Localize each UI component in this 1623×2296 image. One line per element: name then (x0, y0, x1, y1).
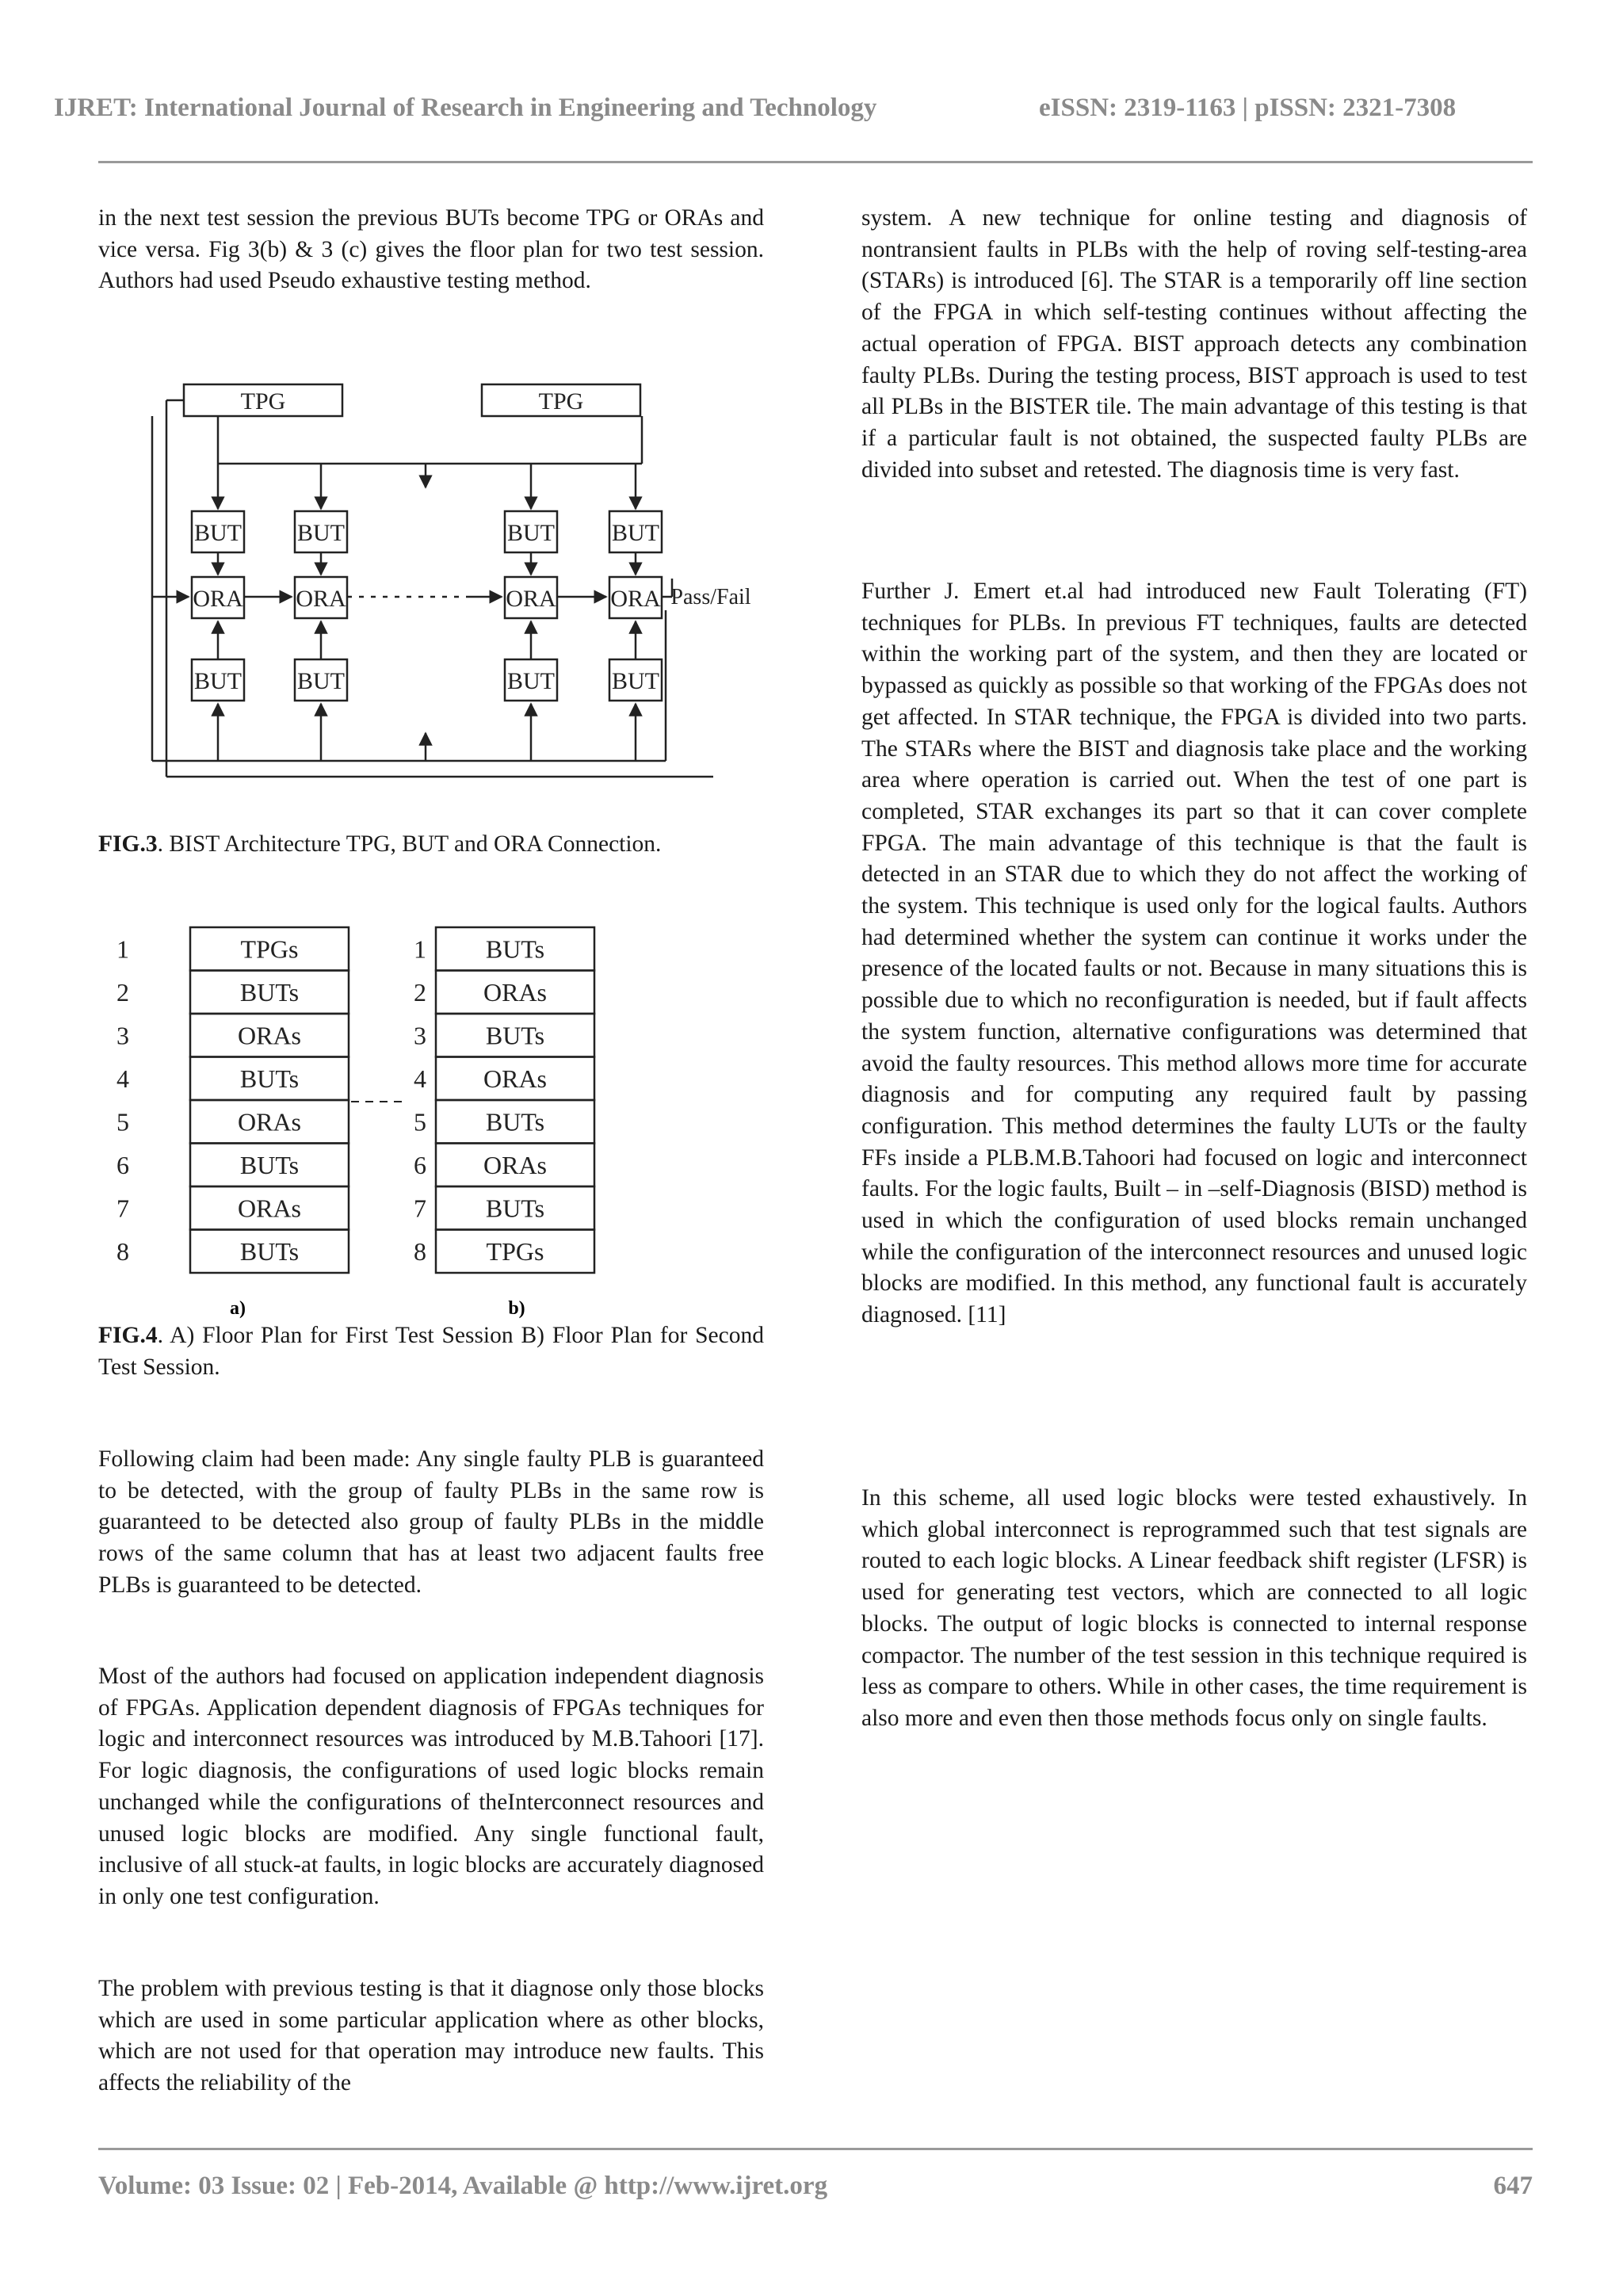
table-b-row-number: 3 (414, 1021, 426, 1050)
left-column-paragraph-3 (98, 1661, 764, 1913)
pass-fail-label: Pass/Fail (670, 585, 751, 609)
table-a-cell-label: BUTs (239, 1236, 300, 1266)
but-label: BUT (297, 668, 345, 694)
but-label: BUT (507, 520, 555, 546)
table-b-cell-label: BUTs (485, 1107, 545, 1137)
table-a-cell-label: ORAs (237, 1107, 302, 1137)
fig3-caption-text: . BIST Architecture TPG, BUT and ORA Connection. (157, 831, 662, 857)
but-label: BUT (507, 668, 555, 694)
table-a-cell-label: BUTs (239, 977, 300, 1007)
paragraph: Most of the authors had focused on application independent diagnosis of FPGAs. Application dependent diagnosis of FPGAs techniques for logic and interconnect resources was introduced by M.B.Tahoori [17]. For logic diagnosis, the configurations of used logic blocks remain unchanged while the configurations of theInterconnect resources and unused logic blocks are modified. Any single functional fault, inclusive of all stuck-at faults, in logic blocks are accurately diagnosed in only one test configuration. (98, 1664, 764, 1909)
but-label: BUT (297, 520, 345, 546)
ora-label: ORA (610, 586, 661, 612)
right-column-paragraph-3 (861, 1483, 1527, 1735)
page-header (54, 94, 1544, 123)
table-a-cell-label: ORAs (237, 1194, 302, 1223)
table-a-row-number: 4 (116, 1064, 129, 1093)
fig3-bist-diagram (143, 372, 761, 785)
fig4-floor-plan (103, 919, 674, 1324)
table-b-row-number: 2 (414, 977, 426, 1007)
table-a-cell-label: ORAs (237, 1021, 302, 1050)
ora-label: ORA (193, 586, 243, 612)
ora-label: ORA (506, 586, 556, 612)
table-a-row-number: 2 (116, 977, 129, 1007)
fig4-caption-text: . A) Floor Plan for First Test Session B) Floor Plan for Second Test Session. (98, 1323, 764, 1380)
table-b-row-number: 7 (414, 1194, 426, 1223)
table-b-row-number: 8 (414, 1236, 426, 1266)
volume-info: Volume: 03 Issue: 02 | Feb-2014, Available @ http://www.ijret.org (98, 2172, 828, 2200)
table-b-cell-label: TPGs (486, 1236, 544, 1266)
tpg-label: TPG (240, 388, 286, 415)
fig4-label: FIG.4 (98, 1323, 158, 1348)
but-label: BUT (194, 668, 242, 694)
table-a-label: a) (230, 1298, 246, 1319)
tpg-label: TPG (538, 388, 584, 415)
table-a-row-number: 8 (116, 1236, 129, 1266)
but-label: BUT (612, 668, 659, 694)
table-a-cell-label: BUTs (239, 1064, 300, 1093)
paragraph: system. A new technique for online testing and diagnosis of nontransient faults in PLBs with the help of roving self-testing-area (STARs) is introduced [6]. The STAR is a temporarily off line section of the FPGA in which self-testing continues without affecting the actual operation of FPGA. BIST approach detects any combination faulty PLBs. During the testing process, BIST approach is used to test all PLBs in the BISTER tile. The main advantage of this testing is that if a particular fault is not obtained, the suspected faulty PLBs are divided into subset and retested. The diagnosis time is very fast. (861, 205, 1527, 483)
table-a-row-number: 1 (116, 934, 129, 964)
fig4-caption (98, 1320, 764, 1383)
paragraph: In this scheme, all used logic blocks were tested exhaustively. In which global interconnect is reprogrammed such that test signals are routed to each logic blocks. A Linear feedback shift register (LFSR) is used for generating test vectors, which are connected to all logic blocks. The output of logic blocks is connected to internal response compactor. The number of the test session in this technique required is less as compare to others. While in other cases, the time requirement is also more and even then those methods focus only on single faults. (861, 1485, 1527, 1731)
table-b-row-number: 4 (414, 1064, 426, 1093)
paragraph: Following claim had been made: Any single faulty PLB is guaranteed to be detected, with the group of faulty PLBs in the same row is guaranteed to be detected also group of faulty PLBs in the middle rows of the same column that has at least two adjacent faults free PLBs is guaranteed to be detected. (98, 1446, 764, 1598)
footer-rule (98, 2148, 1533, 2150)
right-column-paragraph-1 (861, 203, 1527, 486)
paragraph: The problem with previous testing is that it diagnose only those blocks which are used in some particular application where as other blocks, which are not used for that operation may introduce new faults. This affects the reliability of the (98, 1976, 764, 2096)
table-b-cell-label: BUTs (485, 1021, 545, 1050)
fig3-caption (98, 829, 764, 861)
left-column-top (98, 203, 764, 297)
table-b-row-number: 5 (414, 1107, 426, 1137)
table-b-row-number: 6 (414, 1150, 426, 1179)
ora-label: ORA (296, 586, 346, 612)
header-rule (98, 161, 1533, 163)
table-b-cell-label: ORAs (483, 1064, 548, 1093)
table-a-cell-label: TPGs (240, 934, 299, 964)
page-footer (98, 2172, 1533, 2201)
paragraph: in the next test session the previous BUTs become TPG or ORAs and vice versa. Fig 3(b) & 3 (c) gives the floor plan for two test session. Authors had used Pseudo exhaustive testing method. (98, 205, 764, 294)
left-column-paragraph-4 (98, 1973, 764, 2099)
table-b-cell-label: ORAs (483, 1150, 548, 1179)
table-a-row-number: 7 (116, 1194, 129, 1223)
page-number: 647 (1493, 2172, 1533, 2200)
table-a-row-number: 3 (116, 1021, 129, 1050)
but-label: BUT (194, 520, 242, 546)
table-b-cell-label: ORAs (483, 977, 548, 1007)
table-a-row-number: 5 (116, 1107, 129, 1137)
table-a-cell-label: BUTs (239, 1150, 300, 1179)
fig3-label: FIG.3 (98, 831, 158, 857)
table-b-row-number: 1 (414, 934, 426, 964)
right-column-paragraph-2 (861, 576, 1527, 1331)
table-a-row-number: 6 (116, 1150, 129, 1179)
journal-title: IJRET: International Journal of Research in Engineering and Technology (54, 94, 877, 122)
table-b-cell-label: BUTs (485, 1194, 545, 1223)
table-b-cell-label: BUTs (485, 934, 545, 964)
left-column-paragraph-2 (98, 1444, 764, 1602)
paragraph: Further J. Emert et.al had introduced new Fault Tolerating (FT) techniques for PLBs. In previous FT techniques, faults are detected within the working part of the system, and then they are located or bypassed as quickly as possible so that working of the FPGAs does not get affected. In STAR technique, the FPGA is divided into two parts. The STARs where the BIST and diagnosis take place and the working area where operation is carried out. When the test of one part is completed, STAR exchanges its part so that it can cover complete FPGA. The main advantage of this technique is that the fault is detected in an STAR due to which they do not affect the working of the system. This technique is used only for the logical faults. Authors had determined whether the system can continue it works under the presence of the located faults or not. Because in many situations this is possible due to which no reconfiguration is needed, but if fault affects the system function, alternative configurations was determined that avoid the faulty resources. This method allows more time for accurate diagnosis and for computing any required fault by passing configuration. This method determines the faulty LUTs or the faulty FFs inside a PLB.M.B.Tahoori had focused on logic and interconnect faults. For the logic faults, Built – in –self-Diagnosis (BISD) method is used in which the configuration of used blocks remain unchanged while the configuration of the interconnect resources and unused logic blocks are modified. In this method, any functional fault is accurately diagnosed. [11] (861, 579, 1527, 1328)
issn-info: eISSN: 2319-1163 | pISSN: 2321-7308 (1039, 94, 1457, 122)
but-label: BUT (612, 520, 659, 546)
table-b-label: b) (508, 1298, 525, 1319)
